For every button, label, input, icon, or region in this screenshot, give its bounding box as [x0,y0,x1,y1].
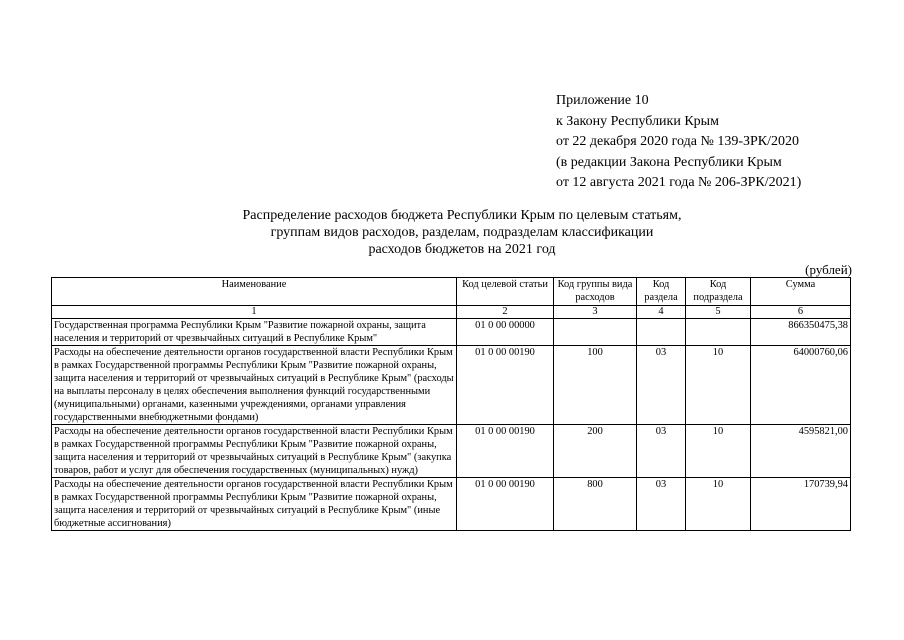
row-target-code: 01 0 00 00190 [457,346,554,425]
appendix-line: от 12 августа 2021 года № 206-ЗРК/2021) [556,175,802,190]
document-title [150,207,774,258]
row-name: Государственная программа Республики Крым "Развитие пожарной охраны, защита населения и территорий от чрезвычайных ситуаций в Республике Крым" [52,319,457,346]
table-row [52,478,851,531]
units-label: (рублей) [805,262,852,277]
row-name: Расходы на обеспечение деятельности органов государственной власти Республики Крым в рамках Государственной программы Республики Крым "Развитие пожарной охраны, защита населения и территорий от чрезвычайных ситуаций в Республике Крым" (закупка товаров, работ и услуг для обеспечения государственных (муниципальных) нужд) [52,425,457,478]
table-row [52,425,851,478]
row-group-code: 200 [554,425,637,478]
row-subsection-code: 10 [686,425,751,478]
title-line: группам видов расходов, разделам, подразделам классификации [270,225,654,240]
budget-table [51,277,851,531]
appendix-line: к Закону Республики Крым [556,113,719,129]
appendix-header [556,91,801,194]
row-target-code: 01 0 00 00190 [457,478,554,531]
row-name: Расходы на обеспечение деятельности органов государственной власти Республики Крым в рамках Государственной программы Республики Крым "Развитие пожарной охраны, защита населения и территорий от чрезвычайных ситуаций в Республике Крым" (иные бюджетные ассигнования) [52,478,457,531]
table-row [52,346,851,425]
appendix-line: от 22 декабря 2020 года № 139-ЗРК/2020 [556,134,800,149]
column-header-section: Код раздела [637,278,686,306]
appendix-line: Приложение 10 [556,93,649,108]
row-amount: 4595821,00 [751,425,851,478]
appendix-line: (в редакции Закона Республики Крым [556,154,782,170]
column-header-amount: Сумма [751,278,851,306]
row-section-code: 03 [637,425,686,478]
row-subsection-code [686,319,751,346]
table-row [52,319,851,346]
row-section-code [637,319,686,346]
row-target-code: 01 0 00 00190 [457,425,554,478]
row-amount: 170739,94 [751,478,851,531]
column-header-target: Код целевой статьи [457,278,554,306]
column-number: 2 [457,306,554,319]
row-target-code: 01 0 00 00000 [457,319,554,346]
row-section-code: 03 [637,346,686,425]
column-header-group: Код группы вида расходов [554,278,637,306]
row-subsection-code: 10 [686,478,751,531]
column-number: 1 [52,306,457,319]
row-name: Расходы на обеспечение деятельности органов государственной власти Республики Крым в рамках Государственной программы Республики Крым "Развитие пожарной охраны, защита населения и территорий от чрезвычайных ситуаций в Республике Крым" (расходы на выплаты персоналу в целях обеспечения выполнения функций государственными (муниципальными) органами, казенными учреждениями, органами управления государственными внебюджетными фондами) [52,346,457,425]
column-number: 5 [686,306,751,319]
column-number: 4 [637,306,686,319]
row-subsection-code: 10 [686,346,751,425]
title-line: Распределение расходов бюджета Республики Крым по целевым статьям, [242,208,682,223]
row-group-code: 100 [554,346,637,425]
row-amount: 64000760,06 [751,346,851,425]
row-group-code [554,319,637,346]
row-section-code: 03 [637,478,686,531]
table-header-row [52,278,851,306]
column-number: 6 [751,306,851,319]
column-number-row [52,306,851,319]
row-amount: 866350475,38 [751,319,851,346]
column-number: 3 [554,306,637,319]
column-header-name: Наименование [52,278,457,306]
title-line: расходов бюджетов на 2021 год [368,242,556,257]
row-group-code: 800 [554,478,637,531]
column-header-subsection: Код подраздела [686,278,751,306]
